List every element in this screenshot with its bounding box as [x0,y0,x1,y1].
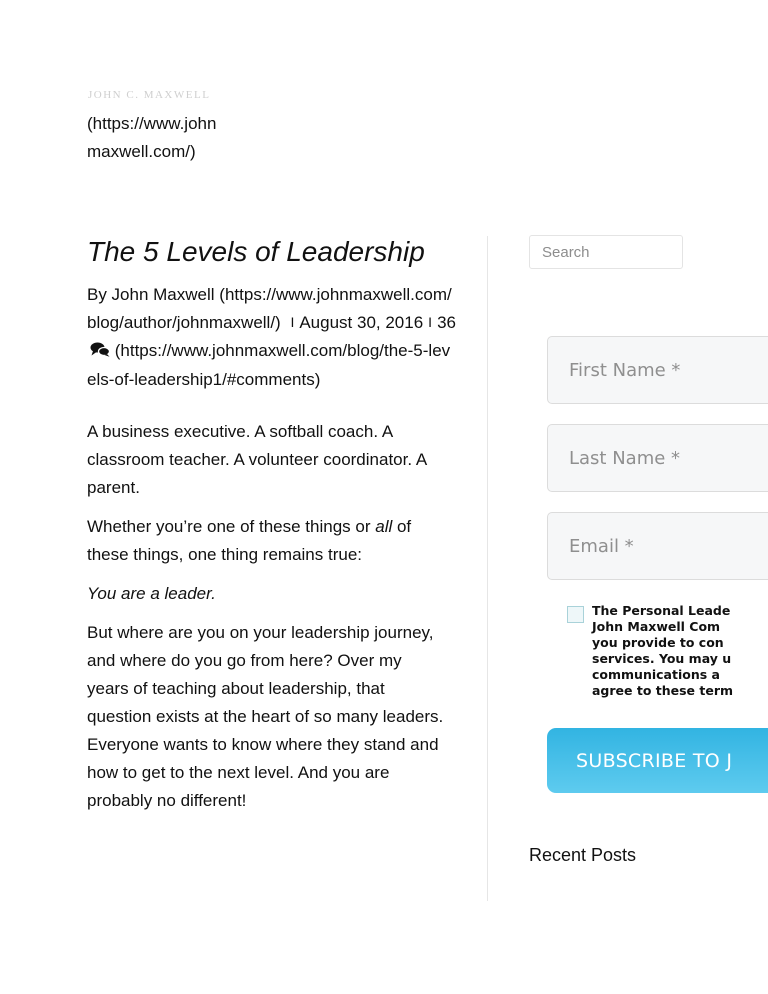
comments-link[interactable]: (https://www.johnmaxwell.com/blog/the-5-levels-of-leadership1/#comments) [87,341,451,389]
subscribe-button[interactable]: SUBSCRIBE TO J [547,728,768,793]
paragraph-2 [87,513,447,569]
consent-line: agree to these term [592,683,734,698]
paragraph-1: A business executive. A softball coach. A classroom teacher. A volunteer coordinator. A parent. [87,422,427,497]
paragraph-4: But where are you on your leadership journey, and where do you go from here? Over my years of teaching about leadership, that question exists at the heart of so many leaders. Everyone wants to know where they stand and how to get to the next level. And you are probably no different! [87,623,444,810]
recent-posts-heading: Recent Posts [529,845,637,865]
meta-separator: I [428,314,433,330]
last-name-field[interactable] [547,424,768,492]
column-divider [487,236,488,901]
consent-line: you provide to con [592,635,724,650]
comments-icon[interactable] [90,338,110,366]
paragraph-2-emphasis: all [375,517,393,536]
comment-count: 36 [437,313,456,332]
consent-checkbox[interactable] [567,606,584,623]
consent-text [592,603,768,699]
author-link[interactable]: (https://www.johnmaxwell.com/blog/author/johnmaxwell/) [87,285,452,332]
paragraph-3 [87,580,447,608]
post-title: The 5 Levels of Leadership [87,236,425,267]
logo-link-line-1: (https://www.john [87,114,217,133]
byline: By John Maxwell [87,285,215,304]
email-field[interactable] [547,512,768,580]
paragraph-2-start: Whether you’re one of these things or [87,517,376,536]
post-content [87,418,447,815]
consent-line: The Personal Leade [592,603,731,618]
paragraph-3-italic: You are a leader. [87,584,216,603]
logo-link[interactable] [87,110,237,166]
post-meta [87,281,457,394]
consent-line: communications a [592,667,720,682]
site-logo[interactable]: JOHN C. MAXWELL [88,89,211,101]
consent-line: services. You may u [592,651,732,666]
search-input[interactable] [529,235,683,269]
first-name-field[interactable] [547,336,768,404]
post-date: August 30, 2016 [299,313,424,332]
meta-separator: I [290,314,295,330]
consent-line: John Maxwell Com [592,619,721,634]
paragraph-2-end: of these things, one thing remains true: [87,517,412,564]
article [87,230,457,826]
logo-link-line-2: maxwell.com/) [87,142,196,161]
